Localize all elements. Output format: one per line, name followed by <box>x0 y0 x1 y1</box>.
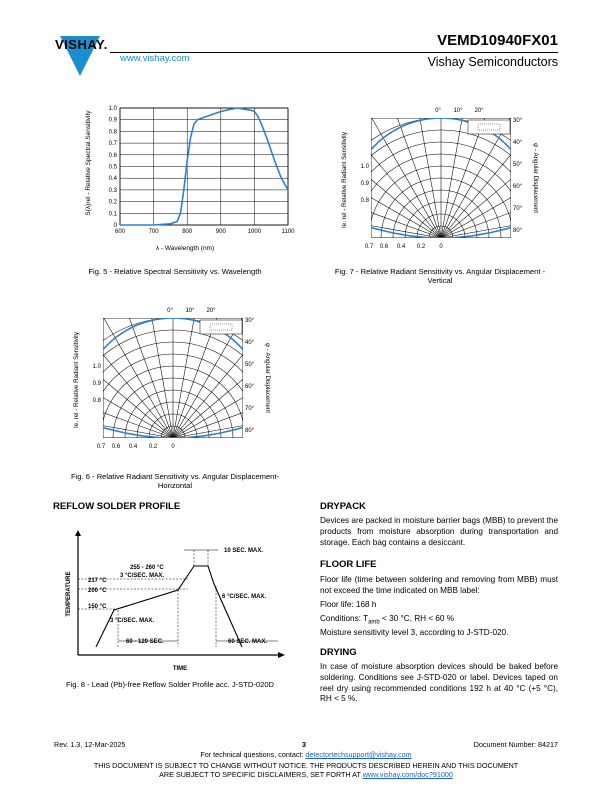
cond-post: < 30 °C, RH < 60 % <box>379 614 455 623</box>
fig5-chart <box>80 100 295 260</box>
reflow-cooldown: 6 °C/SEC. MAX. <box>222 594 267 600</box>
fig5-caption: Fig. 5 - Relative Spectral Sensitivity vs. Wavelength <box>88 267 262 276</box>
fig5-xlabel: λ - Wavelength (nm) <box>155 245 215 252</box>
fig6-bottom-tick: 0.6 <box>111 444 121 450</box>
part-number: VEMD10940FX01 <box>437 32 558 49</box>
drypack-title: DRYPACK <box>320 501 366 512</box>
fig7-left-tick: 0.8 <box>360 198 369 204</box>
fig7-bottom-tick: 0.2 <box>416 244 426 250</box>
reflow-axis-y: TEMPERATURE <box>66 571 72 617</box>
msl-text: Moisture sensitivity level 3, according to J-STD-020. <box>320 628 509 637</box>
cond-sub: amb <box>368 619 380 626</box>
fig6-bottom-tick: 0.4 <box>128 444 138 450</box>
drying-text: In case of moisture absorption devices should be baked before soldering. Conditions see J-STD-020 or label. Devices taped on reel dry using recommended conditions 192 h at 40 °C (+5 °C), RH < 5 %. <box>320 662 558 704</box>
reflow-ramp-preheat: 3 °C/SEC. MAX. <box>110 618 155 624</box>
fig7-right-tick: 80° <box>513 228 523 234</box>
fig6-bottom-tick: 0.2 <box>148 444 158 450</box>
brand-name: VISHAY. <box>55 37 108 52</box>
company-name: Vishay Semiconductors <box>427 55 558 69</box>
fig7-top-tick: 10° <box>453 108 463 114</box>
fig5-ytick: 0.4 <box>108 176 117 183</box>
fig7-grid <box>241 38 612 358</box>
fig5-ytick: 0.6 <box>108 152 117 159</box>
fig6-top-tick: 0° <box>167 308 173 314</box>
drypack-text: Devices are packed in moisture barrier bags (MBB) to prevent the products from moisture absorption during transportation and storage. Each bag contains a desiccant. <box>320 516 558 547</box>
fig8-caption: Fig. 8 - Lead (Pb)-free Reflow Solder Profile acc. J-STD-020D <box>65 680 275 689</box>
fig5-xtick: 800 <box>182 229 193 235</box>
fig6-right-tick: 60° <box>245 384 255 390</box>
reflow-t200: 200 °C <box>88 588 107 594</box>
reflow-60max: 60 SEC. MAX. <box>228 639 268 645</box>
fig6-bottom-tick: 0 <box>171 444 175 450</box>
fig7-rlabel: φ - Angular Displacement <box>532 142 539 214</box>
fig7-caption-line1: Fig. 7 - Relative Radiant Sensitivity vs. Angular Displacement - <box>334 267 546 276</box>
fig7-top-tick: 20° <box>474 108 484 114</box>
disclaimer-line1: THIS DOCUMENT IS SUBJECT TO CHANGE WITHOUT NOTICE. THE PRODUCTS DESCRIBED HEREIN AND THIS DOCUMENT <box>93 761 519 770</box>
fig5-ytick: 0 <box>113 223 117 229</box>
fig7-ylabel: Ie, rel - Relative Radiant Sensitivity <box>341 132 348 228</box>
fig6-right-tick: 40° <box>245 340 255 346</box>
website-link[interactable]: www.vishay.com <box>120 53 190 64</box>
fig7-bottom-tick: 0.7 <box>364 244 374 250</box>
fig6-top-tick: 10° <box>185 308 195 314</box>
fig5-ytick: 0.1 <box>108 211 117 218</box>
reflow-peak-temp: 255 - 260 °C <box>130 565 164 571</box>
floor-life-text: Floor life (time between soldering and removing from MBB) must not exceed the time indicated on MBB label: <box>320 575 558 595</box>
fig7-polar-chart <box>338 100 538 258</box>
fig6-right-tick: 50° <box>245 362 255 368</box>
floor-life-conditions <box>320 614 558 628</box>
fig5-ytick: 0.3 <box>108 187 117 194</box>
fig5-ytick: 0.5 <box>108 164 117 171</box>
fig7-right-tick: 70° <box>513 206 523 212</box>
cond-pre: Conditions: T <box>320 614 369 623</box>
disclaimer-line2 <box>54 770 558 779</box>
reflow-10sec: 10 SEC. MAX. <box>224 548 264 554</box>
fig7-caption-line2: Vertical <box>427 276 453 285</box>
fig7-right-tick: 30° <box>513 118 523 124</box>
floor-life-value: Floor life: 168 h <box>320 600 377 609</box>
fig7-bottom-tick: 0.4 <box>396 244 406 250</box>
document-number: Document Number: 84217 <box>473 740 558 749</box>
disclaimer-link[interactable]: www.vishay.com/doc?91000 <box>362 770 453 779</box>
fig6-caption <box>55 472 295 490</box>
fig6-left-tick: 0.8 <box>92 398 101 404</box>
fig6-left-tick: 1.0 <box>92 364 101 370</box>
fig7-caption <box>320 267 560 285</box>
page-number: 3 <box>302 740 306 749</box>
fig7-top-tick: 0° <box>435 108 441 114</box>
fig5-xtick: 900 <box>215 229 226 235</box>
fig6-caption-line1: Fig. 6 - Relative Radiant Sensitivity vs. Angular Displacement- <box>70 472 280 481</box>
fig6-left-tick: 0.9 <box>92 381 101 387</box>
fig6-rlabel: φ - Angular Displacement <box>264 342 271 414</box>
fig6-polar-chart <box>70 300 280 458</box>
fig6-bottom-tick: 0.7 <box>96 444 106 450</box>
header-rule <box>110 52 558 53</box>
fig7-bottom-tick: 0 <box>439 244 443 250</box>
fig7-left-tick: 1.0 <box>360 164 369 170</box>
fig7-left-tick: 0.9 <box>360 181 369 187</box>
revision: Rev. 1.3, 12-Mar-2025 <box>54 740 126 749</box>
fig5-ytick: 0.9 <box>108 117 117 124</box>
fig5-ytick: 1.0 <box>108 106 117 112</box>
fig6-right-tick: 80° <box>245 428 255 434</box>
tech-pre: For technical questions, contact: <box>200 750 306 759</box>
tech-contact <box>54 750 558 759</box>
fig6-caption-line2: Horizontal <box>157 481 193 490</box>
tech-email-link[interactable]: detectortechsupport@vishay.com <box>305 750 412 759</box>
reflow-title: REFLOW SOLDER PROFILE <box>53 501 181 512</box>
floor-life-title: FLOOR LIFE <box>320 559 377 570</box>
reflow-profile-chart <box>58 532 290 677</box>
reflow-ramp-up: 3 °C/SEC. MAX. <box>120 573 165 579</box>
fig5-ylabel: S(λ)rel - Relative Spectral Sensitivity <box>85 110 92 216</box>
fig7-right-tick: 60° <box>513 184 523 190</box>
fig5-xtick: 600 <box>114 229 126 235</box>
drying-title: DRYING <box>320 647 357 658</box>
reflow-axis-x: TIME <box>172 666 188 672</box>
reflow-60-120: 60 - 120 SEC. <box>126 639 164 645</box>
fig5-xtick: 700 <box>148 229 159 235</box>
fig5-ytick: 0.8 <box>108 129 117 136</box>
disc-pre: ARE SUBJECT TO SPECIFIC DISCLAIMERS, SET FORTH AT <box>159 770 363 779</box>
fig6-package-icon <box>200 320 242 334</box>
fig7-bottom-tick: 0.6 <box>379 244 389 250</box>
fig5-xtick: 1100 <box>281 229 295 235</box>
fig7-package-icon <box>468 120 510 134</box>
fig6-right-tick: 70° <box>245 406 255 412</box>
fig6-right-tick: 30° <box>245 318 255 324</box>
reflow-t217: 217 °C <box>88 578 107 584</box>
reflow-t150: 150 °C <box>88 604 107 610</box>
fig6-top-tick: 20° <box>206 308 216 314</box>
fig7-right-tick: 40° <box>513 140 523 146</box>
fig5-ytick: 0.2 <box>108 199 117 206</box>
fig6-ylabel: Ie, rel - Relative Radiant Sensitivity <box>73 332 80 428</box>
fig5-ytick: 0.7 <box>108 141 117 148</box>
fig5-xtick: 1000 <box>247 229 262 235</box>
fig7-right-tick: 50° <box>513 162 523 168</box>
